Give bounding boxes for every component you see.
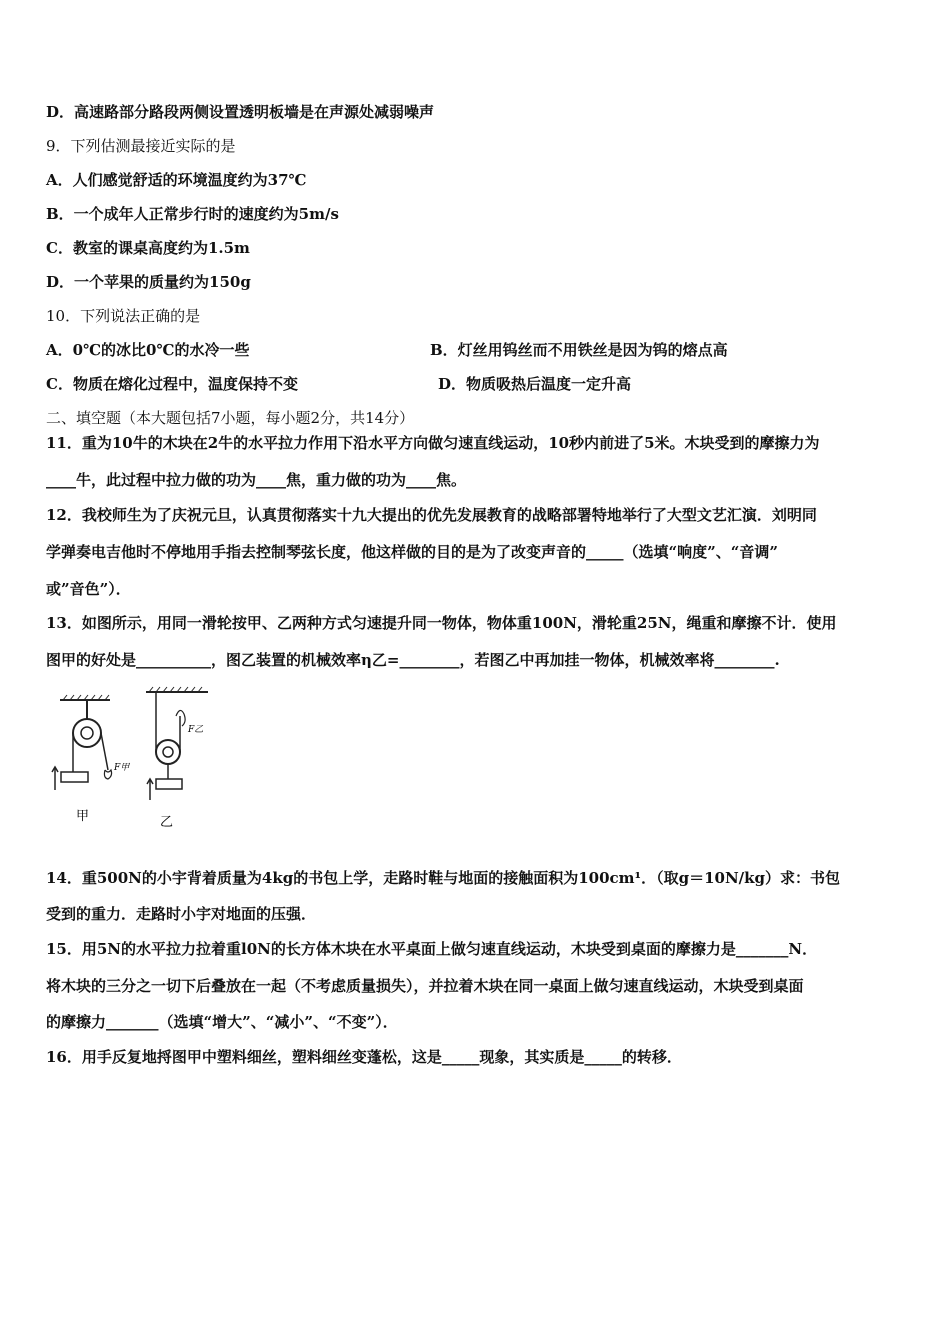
question-15-line-2: 将木块的三分之一切下后叠放在一起（不考虑质量损失），并拉着木块在同一桌面上做匀速直线运动，木块受到桌面 [46,977,804,995]
question-16: 16．用手反复地捋图甲中塑料细丝，塑料细丝变蓬松，这是_____现象，其实质是_____的转移． [46,1048,682,1066]
question-10: 10．下列说法正确的是 [46,307,201,325]
question-14-line-1: 14．重500N的小宇背着质量为4kg的书包上学，走路时鞋与地面的接触面积为100cm¹．（取g＝10N/kg）求：书包 [46,869,841,887]
question-12-line-1: 12．我校师生为了庆祝元旦，认真贯彻落实十九大提出的优先发展教育的战略部署特地举行了大型文艺汇演．刘明同 [46,506,817,524]
question-13-line-2: 图甲的好处是__________，图乙装置的机械效率η乙=________，若图乙中再加挂一物体，机械效率将________. [46,651,780,669]
q10-option-a: A．0℃的冰比0℃的水冷一些 [46,341,250,359]
q10-option-c: C．物质在熔化过程中，温度保持不变 [46,375,298,393]
pulley-diagram [48,686,228,836]
pulley-figure [48,686,228,836]
fixed-pulley-jia [73,719,101,747]
label-jia: 甲 [76,809,90,824]
question-15-line-1: 15．用5N的水平拉力拉着重l0N的长方体木块在水平桌面上做匀速直线运动，木块受到桌面的摩擦力是_______N． [46,940,818,958]
question-14-line-2: 受到的重力．走路时小宇对地面的压强． [46,905,317,923]
question-12-line-2: 学弹奏电吉他时不停地用手指去控制琴弦长度，他这样做的目的是为了改变声音的_____（选填“响度”、“音调” [46,543,779,561]
movable-pulley-yi [156,740,180,764]
load-jia [61,772,88,782]
option-d-prev: D．高速路部分路段两侧设置透明板墙是在声源处减弱噪声 [46,103,435,121]
question-15-line-3: 的摩擦力_______（选填“增大”、“减小”、“不变”）． [46,1013,398,1031]
q9-option-c: C．教室的课桌高度约为1.5m [46,239,250,257]
force-label-yi: F乙 [188,725,204,735]
section-2-heading: 二、填空题（本大题包括7小题，每小题2分，共14分） [46,409,415,427]
question-13-line-1: 13．如图所示，用同一滑轮按甲、乙两种方式匀速提升同一物体，物体重100N，滑轮重25N，绳重和摩擦不计．使用 [46,614,837,632]
q9-option-a: A．人们感觉舒适的环境温度约为37℃ [46,171,307,189]
question-9: 9．下列估测最接近实际的是 [46,137,236,155]
question-11-line-2: ____牛，此过程中拉力做的功为____焦，重力做的功为____焦。 [46,471,467,489]
question-12-line-3: 或”音色”）． [46,580,131,598]
load-yi [156,779,182,789]
q9-option-d: D．一个苹果的质量约为150g [46,273,251,291]
force-label-jia: F甲 [114,763,130,773]
q10-option-d: D．物质吸热后温度一定升高 [438,375,632,393]
q10-option-b: B．灯丝用钨丝而不用铁丝是因为钨的熔点高 [430,341,728,359]
question-11-line-1: 11．重为10牛的木块在2牛的水平拉力作用下沿水平方向做匀速直线运动，10秒内前进了5米。木块受到的摩擦力为 [46,434,820,452]
label-yi: 乙 [160,815,174,830]
hand-jia [104,770,111,779]
q9-option-b: B．一个成年人正常步行时的速度约为5m/s [46,205,339,223]
